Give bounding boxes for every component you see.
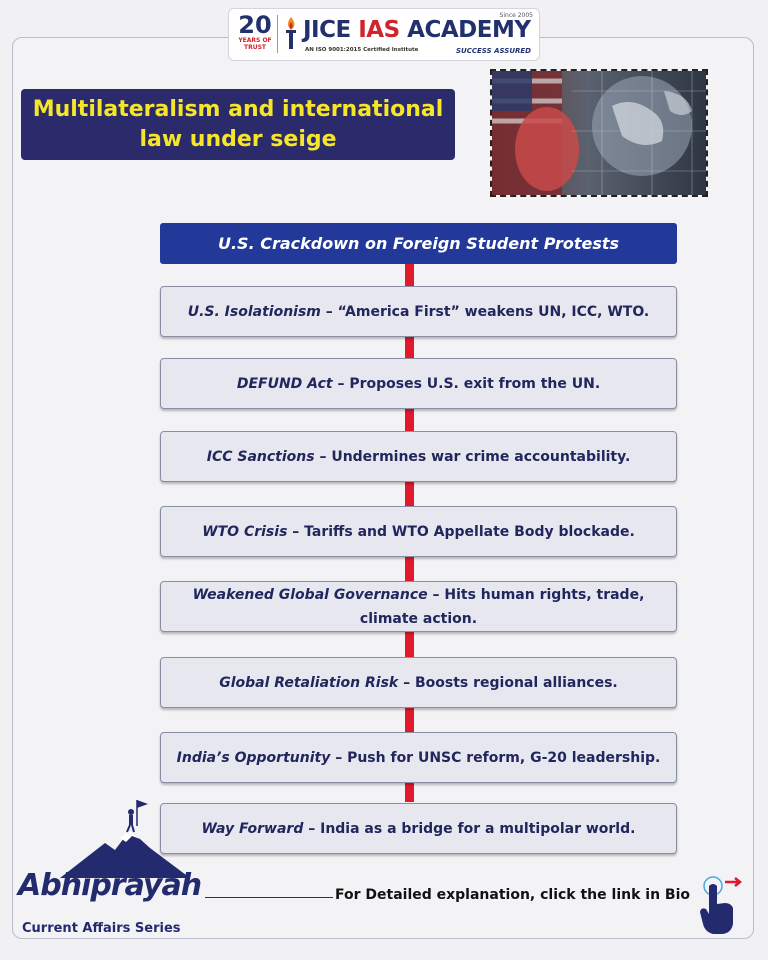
us-flag-globe-image [490, 69, 708, 197]
point-key: ICC Sanctions [206, 448, 315, 465]
point-desc: – Hits human rights, trade, climate action. [359, 586, 645, 627]
logo-divider [277, 15, 278, 53]
point-desc: – Tariffs and WTO Appellate Body blockade. [287, 523, 635, 540]
point-key: U.S. Isolationism [187, 303, 321, 320]
point-text [167, 583, 670, 631]
tagline: SUCCESS ASSURED [456, 47, 531, 55]
section-header: U.S. Crackdown on Foreign Student Protests [160, 223, 677, 264]
point-text [188, 300, 650, 324]
since-label: Since 2005 [499, 12, 533, 19]
academy-logo [228, 8, 540, 61]
academy-name-academy: ACADEMY [399, 17, 531, 43]
point-card [160, 286, 677, 337]
cta-divider [205, 897, 333, 898]
point-card [160, 431, 677, 482]
point-desc: – India as a bridge for a multipolar world. [303, 820, 636, 837]
point-card [160, 803, 677, 854]
point-card [160, 581, 677, 632]
point-key: Global Retaliation Risk [219, 674, 399, 691]
point-key: India’s Opportunity [176, 749, 331, 766]
brand-logo-text: Abhiprayah [18, 868, 202, 903]
point-card [160, 506, 677, 557]
point-text [237, 372, 600, 396]
point-desc: – Push for UNSC reform, G-20 leadership. [330, 749, 661, 766]
torch-icon [281, 15, 301, 53]
point-card [160, 358, 677, 409]
academy-name-ias: IAS [358, 17, 400, 43]
point-text [219, 671, 618, 695]
pointing-hand-icon[interactable] [695, 876, 745, 938]
academy-name [303, 17, 531, 43]
point-text [202, 520, 635, 544]
years-number: 20 [238, 11, 272, 39]
bio-link-cta[interactable]: For Detailed explanation, click the link in Bio [335, 887, 690, 903]
iso-label: AN ISO 9001:2015 Certified Institute [305, 47, 419, 53]
point-desc: – Boosts regional alliances. [398, 674, 618, 691]
academy-name-jice: JICE [303, 17, 359, 43]
point-key: DEFUND Act [236, 375, 333, 392]
point-desc: – “America First” weakens UN, ICC, WTO. [320, 303, 650, 320]
point-text [202, 817, 636, 841]
series-label: Current Affairs Series [22, 921, 181, 936]
point-desc: – Proposes U.S. exit from the UN. [332, 375, 601, 392]
point-key: Weakened Global Governance [192, 586, 428, 603]
point-card [160, 657, 677, 708]
years-badge [235, 13, 275, 51]
mountain-flag-icon [60, 798, 190, 878]
years-text: YEARS OF TRUST [238, 37, 272, 51]
point-text [177, 746, 661, 770]
point-card [160, 732, 677, 783]
point-text [207, 445, 631, 469]
point-key: WTO Crisis [202, 523, 288, 540]
point-key: Way Forward [201, 820, 304, 837]
point-desc: – Undermines war crime accountability. [314, 448, 631, 465]
page-title: Multilateralism and international law under seige [21, 89, 455, 160]
